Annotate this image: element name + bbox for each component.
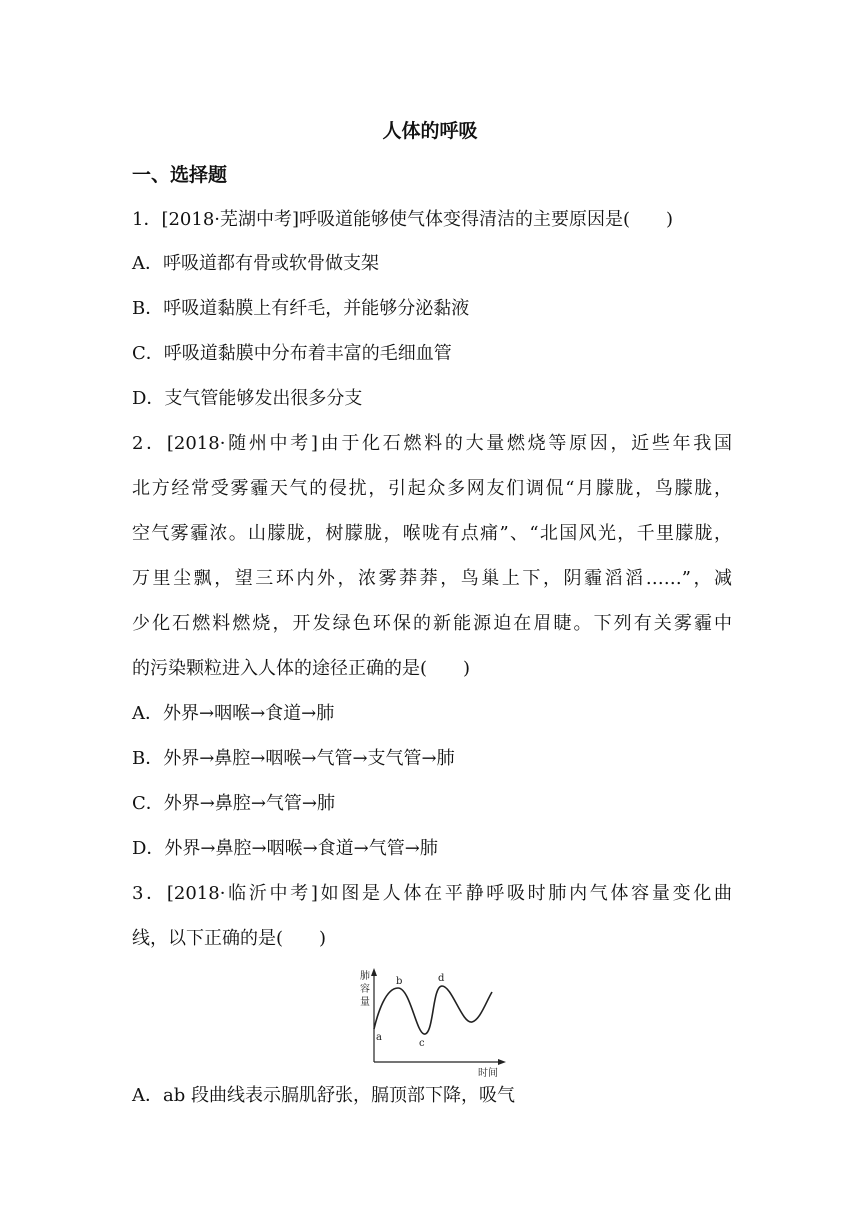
- q1-option-a: A．呼吸道都有骨或软骨做支架: [132, 253, 379, 274]
- y-axis-label-char-1: 肺: [360, 971, 370, 982]
- q2-option-c: C．外界→鼻腔→气管→肺: [132, 793, 336, 814]
- section-heading: 一、选择题: [132, 164, 228, 186]
- q1-option-c: C．呼吸道黏膜中分布着丰富的毛细血管: [132, 343, 452, 364]
- q1-stem: 1．[2018·芜湖中考]呼吸道能够使气体变得清洁的主要原因是( ): [132, 209, 674, 230]
- q1-option-d: D．支气管能够发出很多分支: [132, 388, 363, 409]
- point-label-b: b: [396, 976, 403, 987]
- y-axis-label-char-2: 容: [360, 984, 370, 995]
- point-label-d: d: [438, 973, 445, 984]
- y-axis-arrow-icon: [371, 968, 377, 976]
- q2-option-a: A．外界→咽喉→食道→肺: [132, 703, 335, 724]
- q2-stem-line-5: 少化石燃料燃烧，开发绿色环保的新能源迫在眉睫。下列有关雾霾中: [132, 613, 732, 634]
- q2-stem-line-6: 的污染颗粒进入人体的途径正确的是( ): [132, 658, 471, 679]
- q2-stem-line-2: 北方经常受雾霾天气的侵扰，引起众多网友们调侃“月朦胧，鸟朦胧，: [132, 478, 732, 499]
- x-axis-label: 时间: [478, 1068, 498, 1077]
- q2-stem-line-1: 2．[2018·随州中考]由于化石燃料的大量燃烧等原因，近些年我国: [132, 433, 732, 454]
- q1-option-b: B．呼吸道黏膜上有纤毛，并能够分泌黏液: [132, 298, 470, 319]
- q3-option-a: A．ab 段曲线表示膈肌舒张，膈顶部下降，吸气: [132, 1085, 515, 1106]
- volume-curve: [374, 986, 492, 1034]
- q3-stem-line-2: 线，以下正确的是( ): [132, 928, 327, 949]
- lung-volume-figure: [352, 962, 512, 1077]
- q2-option-b: B．外界→鼻腔→咽喉→气管→支气管→肺: [132, 748, 455, 769]
- point-label-c: c: [419, 1038, 425, 1049]
- q3-stem-line-1: 3．[2018·临沂中考]如图是人体在平静呼吸时肺内气体容量变化曲: [132, 883, 732, 904]
- q2-stem-line-3: 空气雾霾浓。山朦胧，树朦胧，喉咙有点痛”、“北国风光，千里朦胧，: [132, 523, 732, 544]
- q2-stem-line-4: 万里尘飘，望三环内外，浓雾莽莽，鸟巢上下，阴霾滔滔……”，减: [132, 568, 732, 589]
- page-title: 人体的呼吸: [382, 120, 478, 142]
- q2-option-d: D．外界→鼻腔→咽喉→食道→气管→肺: [132, 838, 438, 859]
- y-axis-label-char-3: 量: [360, 997, 370, 1008]
- x-axis-arrow-icon: [498, 1059, 506, 1065]
- point-label-a: a: [376, 1032, 382, 1043]
